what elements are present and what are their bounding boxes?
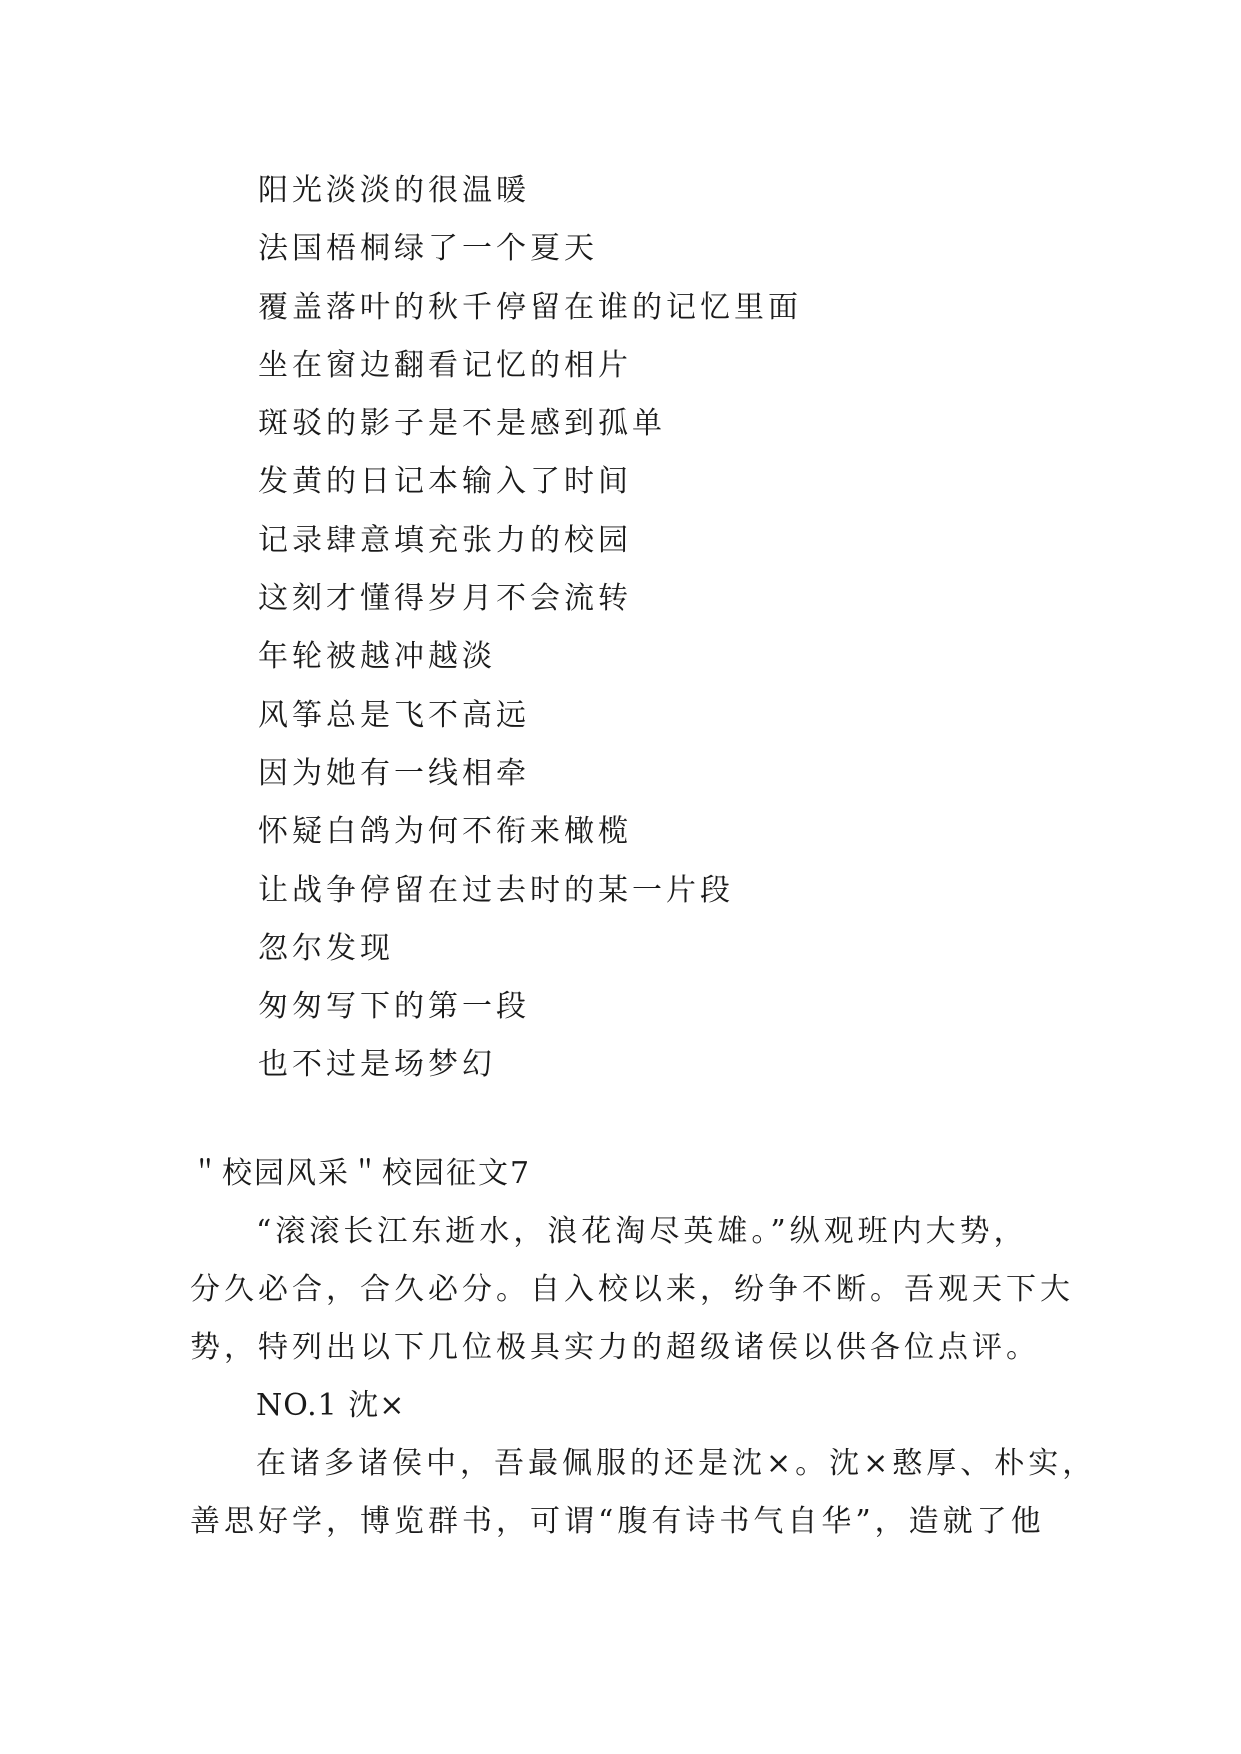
poem — [258, 162, 802, 1095]
poem-line: 怀疑白鸽为何不衔来橄榄 — [258, 814, 632, 850]
poem-line: 因为她有一线相牵 — [258, 755, 530, 791]
paragraph-line: 在诸多诸侯中，吾最佩服的还是沈×。沈×憨厚、朴实， — [256, 1446, 1097, 1481]
paragraph-line: 分久必合，合久必分。自入校以来，纷争不断。吾观天下大 — [190, 1272, 1074, 1307]
poem-line: 这刻才懂得岁月不会流转 — [258, 581, 632, 617]
poem-line: 匆匆写下的第一段 — [258, 989, 530, 1025]
poem-line: 忽尔发现 — [258, 930, 394, 966]
poem-line: 风筝总是飞不高远 — [258, 697, 530, 733]
paragraph-line: “滚滚长江东逝水，浪花淘尽英雄。”纵观班内大势， — [256, 1214, 1028, 1249]
poem-line: 发黄的日记本输入了时间 — [258, 464, 632, 500]
poem-line: 法国梧桐绿了一个夏天 — [258, 231, 598, 267]
poem-line: 斑驳的影子是不是感到孤单 — [258, 406, 666, 442]
poem-line: 坐在窗边翻看记忆的相片 — [258, 347, 632, 383]
poem-line: 记录肆意填充张力的校园 — [258, 522, 632, 558]
essay — [190, 1145, 1097, 1551]
paragraph-line: 善思好学，博览群书，可谓“腹有诗书气自华”，造就了他 — [190, 1504, 1045, 1539]
essay-title: ＂校园风采＂校园征文7 — [190, 1156, 532, 1191]
poem-line: 覆盖落叶的秋千停留在谁的记忆里面 — [258, 289, 802, 325]
essay-paragraph-shen — [190, 1435, 1097, 1551]
poem-line: 也不过是场梦幻 — [258, 1047, 496, 1083]
paragraph-line: 势，特列出以下几位极具实力的超级诸侯以供各位点评。 — [190, 1330, 1040, 1365]
poem-line: 让战争停留在过去时的某一片段 — [258, 872, 734, 908]
essay-paragraph-intro — [190, 1203, 1074, 1377]
poem-line: 阳光淡淡的很温暖 — [258, 173, 530, 208]
section-heading: NO.1 沈× — [256, 1388, 406, 1423]
poem-line: 年轮被越冲越淡 — [258, 639, 496, 675]
